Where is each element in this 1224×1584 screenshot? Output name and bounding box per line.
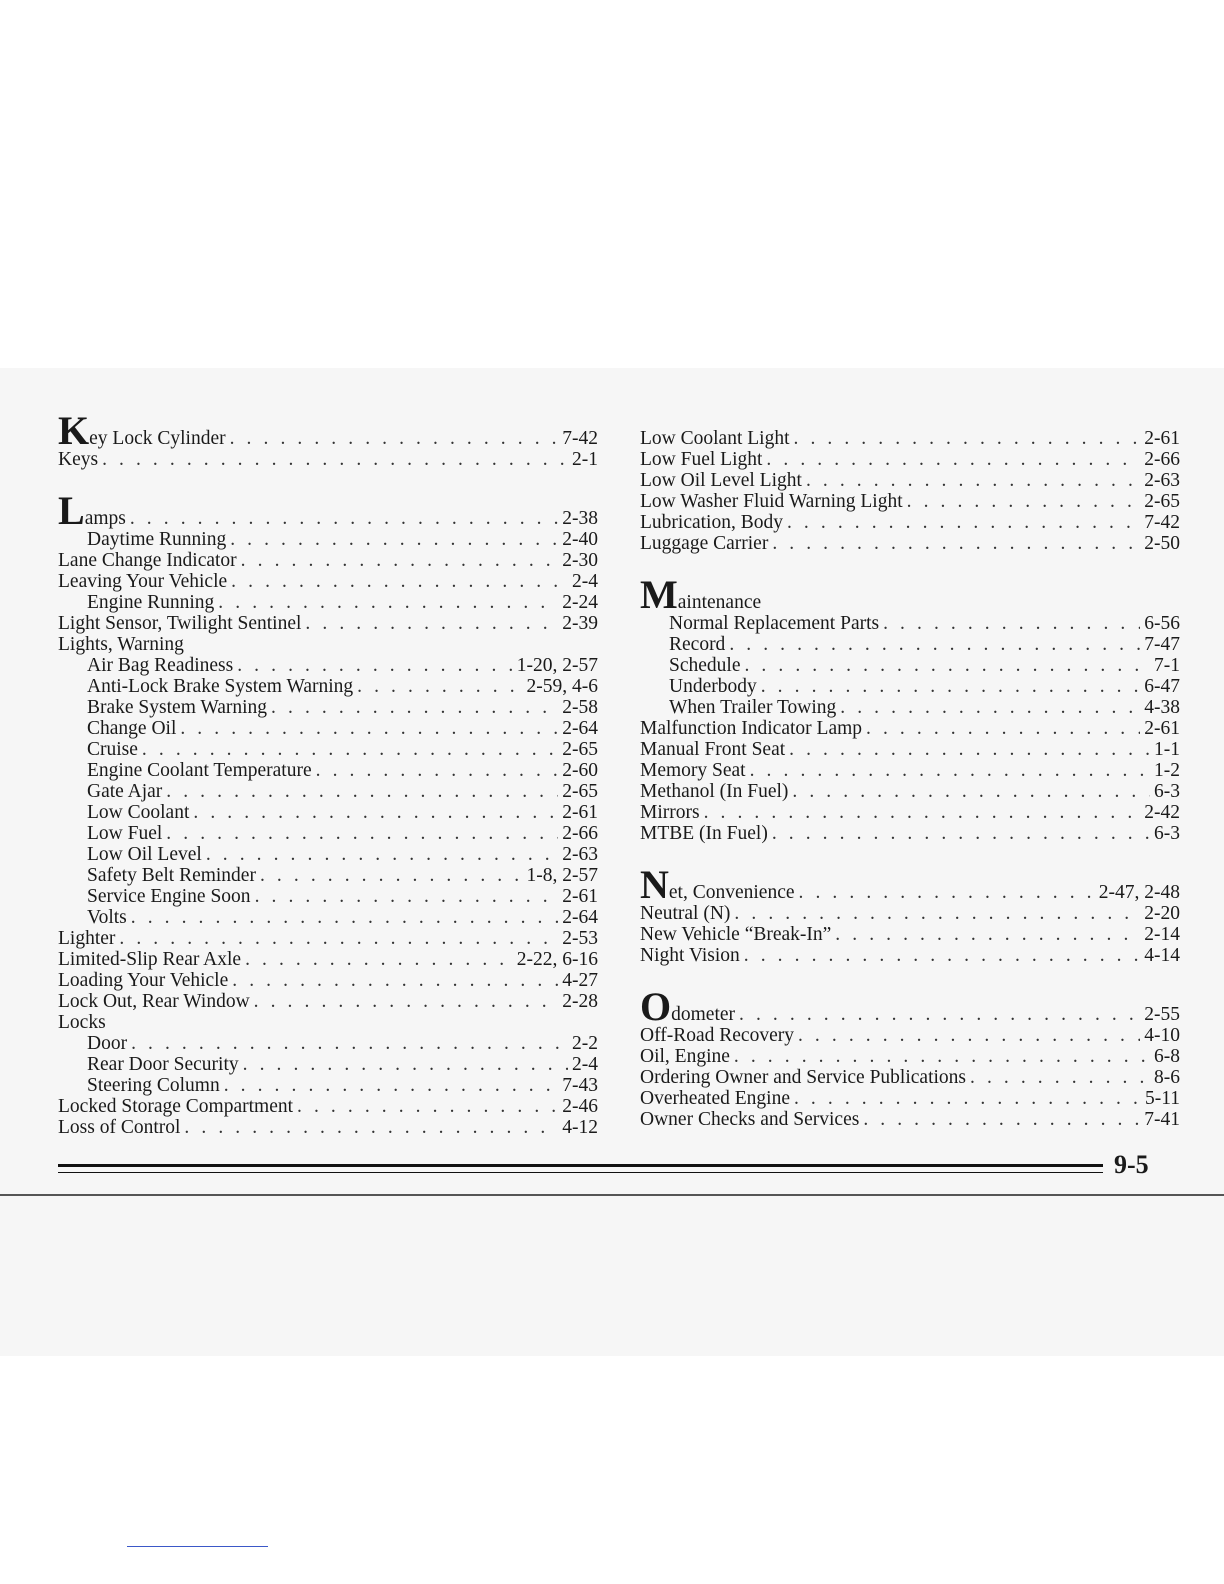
index-subentry bbox=[58, 1054, 598, 1075]
entry-page-ref: 2-63 bbox=[562, 844, 598, 865]
entry-page-ref: 7-42 bbox=[562, 428, 598, 449]
entry-page-ref: 2-64 bbox=[562, 907, 598, 928]
entry-label: Brake System Warning bbox=[87, 697, 268, 718]
index-entry bbox=[640, 903, 1180, 924]
dot-leader bbox=[734, 1046, 1150, 1067]
dot-leader bbox=[142, 739, 558, 760]
entry-page-ref: 4-38 bbox=[1144, 697, 1180, 718]
entry-page-ref: 2-22, 6-16 bbox=[516, 949, 598, 970]
dot-leader bbox=[255, 886, 559, 907]
index-entry bbox=[58, 991, 598, 1012]
entry-label-rest: aintenance bbox=[677, 592, 762, 613]
dot-leader bbox=[806, 470, 1140, 491]
section-initial-letter: K bbox=[58, 408, 90, 453]
entry-page-ref: 2-63 bbox=[1144, 470, 1180, 491]
entry-page-ref: 2-40 bbox=[562, 529, 598, 550]
dot-leader bbox=[230, 529, 558, 550]
dot-leader bbox=[835, 924, 1140, 945]
dot-leader bbox=[739, 1004, 1140, 1025]
index-subentry bbox=[58, 529, 598, 550]
dot-leader bbox=[218, 592, 558, 613]
dot-leader bbox=[260, 865, 523, 886]
entry-label-rest: ey Lock Cylinder bbox=[89, 428, 226, 449]
index-entry bbox=[640, 491, 1180, 512]
dot-leader bbox=[766, 449, 1140, 470]
index-entry bbox=[58, 550, 598, 571]
entry-label: Loading Your Vehicle bbox=[58, 970, 229, 991]
entry-label: Rear Door Security bbox=[87, 1054, 239, 1075]
dot-leader bbox=[316, 760, 559, 781]
index-entry bbox=[58, 488, 598, 533]
dot-leader bbox=[180, 718, 558, 739]
entry-page-ref: 2-4 bbox=[572, 571, 598, 592]
index-entry bbox=[640, 470, 1180, 491]
entry-label: Night Vision bbox=[640, 945, 740, 966]
index-subentry bbox=[58, 718, 598, 739]
entry-page-ref: 4-14 bbox=[1144, 945, 1180, 966]
dot-leader bbox=[271, 697, 558, 718]
entry-label: Door bbox=[87, 1033, 128, 1054]
entry-label bbox=[58, 488, 126, 533]
index-section bbox=[640, 862, 1180, 966]
index-subentry bbox=[58, 865, 598, 886]
dot-leader bbox=[744, 655, 1150, 676]
index-entry bbox=[58, 634, 598, 655]
dot-leader bbox=[772, 823, 1150, 844]
entry-page-ref: 2-28 bbox=[562, 991, 598, 1012]
index-subentry bbox=[58, 823, 598, 844]
entry-page-ref: 8-6 bbox=[1154, 1067, 1180, 1088]
dot-leader bbox=[243, 1054, 568, 1075]
entry-page-ref: 2-42 bbox=[1144, 802, 1180, 823]
entry-page-ref: 1-2 bbox=[1154, 760, 1180, 781]
entry-label: Luggage Carrier bbox=[640, 533, 769, 554]
index-entry bbox=[58, 1096, 598, 1117]
index-subentry bbox=[58, 1075, 598, 1096]
index-subentry bbox=[640, 676, 1180, 697]
index-subentry bbox=[640, 634, 1180, 655]
entry-label: Safety Belt Reminder bbox=[87, 865, 256, 886]
index-subentry bbox=[58, 676, 598, 697]
entry-label: Lighter bbox=[58, 928, 116, 949]
index-subentry bbox=[640, 655, 1180, 676]
dot-leader bbox=[254, 991, 559, 1012]
index-subentry bbox=[640, 697, 1180, 718]
index-entry bbox=[640, 945, 1180, 966]
entry-page-ref: 2-61 bbox=[562, 886, 598, 907]
section-initial-letter: L bbox=[58, 488, 85, 533]
dot-leader bbox=[907, 491, 1141, 512]
dot-leader bbox=[734, 903, 1140, 924]
dot-leader bbox=[297, 1096, 558, 1117]
index-subentry bbox=[58, 760, 598, 781]
dot-leader bbox=[761, 676, 1141, 697]
entry-page-ref: 2-24 bbox=[562, 592, 598, 613]
dot-leader bbox=[232, 970, 558, 991]
entry-label: Low Oil Level Light bbox=[640, 470, 802, 491]
index-subentry bbox=[58, 781, 598, 802]
entry-label: Mirrors bbox=[640, 802, 700, 823]
dot-leader bbox=[131, 907, 559, 928]
dot-leader bbox=[883, 613, 1140, 634]
index-entry bbox=[58, 449, 598, 470]
index-entry bbox=[640, 1067, 1180, 1088]
index-entry bbox=[640, 781, 1180, 802]
entry-label bbox=[640, 572, 762, 617]
entry-label: Low Fuel Light bbox=[640, 449, 763, 470]
entry-page-ref: 2-2 bbox=[572, 1033, 598, 1054]
entry-page-ref: 4-27 bbox=[562, 970, 598, 991]
entry-label: MTBE (In Fuel) bbox=[640, 823, 768, 844]
entry-label-rest: amps bbox=[84, 508, 126, 529]
index-subentry bbox=[58, 886, 598, 907]
entry-page-ref: 2-65 bbox=[562, 781, 598, 802]
entry-page-ref: 1-8, 2-57 bbox=[526, 865, 598, 886]
entry-page-ref: 5-11 bbox=[1144, 1088, 1180, 1109]
index-subentry bbox=[640, 613, 1180, 634]
index-subentry bbox=[58, 844, 598, 865]
entry-page-ref: 2-61 bbox=[1144, 718, 1180, 739]
index-entry bbox=[640, 862, 1180, 907]
dot-leader bbox=[241, 550, 559, 571]
index-entry bbox=[640, 533, 1180, 554]
entry-label: Lane Change Indicator bbox=[58, 550, 237, 571]
entry-label: Anti-Lock Brake System Warning bbox=[87, 676, 354, 697]
entry-label bbox=[640, 984, 736, 1029]
entry-label: Cruise bbox=[87, 739, 138, 760]
entry-label: Engine Running bbox=[87, 592, 215, 613]
entry-label: Lubrication, Body bbox=[640, 512, 783, 533]
entry-label: Schedule bbox=[669, 655, 741, 676]
index-subentry bbox=[58, 697, 598, 718]
dot-leader bbox=[744, 945, 1140, 966]
section-initial-letter: O bbox=[640, 984, 672, 1029]
entry-label: Low Oil Level bbox=[87, 844, 202, 865]
entry-label: Record bbox=[669, 634, 726, 655]
index-entry bbox=[58, 970, 598, 991]
page-edge-line bbox=[0, 1194, 1224, 1196]
dot-leader bbox=[119, 928, 558, 949]
entry-label: Locked Storage Compartment bbox=[58, 1096, 294, 1117]
index-subentry bbox=[58, 907, 598, 928]
index-section bbox=[640, 572, 1180, 844]
dot-leader bbox=[166, 823, 558, 844]
entry-page-ref: 2-66 bbox=[1144, 449, 1180, 470]
index-entry bbox=[640, 1046, 1180, 1067]
dot-leader bbox=[772, 533, 1140, 554]
entry-page-ref: 2-50 bbox=[1144, 533, 1180, 554]
index-entry bbox=[58, 571, 598, 592]
index-entry bbox=[640, 739, 1180, 760]
dot-leader bbox=[866, 718, 1140, 739]
entry-label: Overheated Engine bbox=[640, 1088, 790, 1109]
dot-leader bbox=[231, 571, 568, 592]
dot-leader bbox=[131, 1033, 568, 1054]
index-entry bbox=[640, 924, 1180, 945]
entry-page-ref: 1-1 bbox=[1154, 739, 1180, 760]
entry-page-ref: 2-61 bbox=[1144, 428, 1180, 449]
entry-page-ref: 6-56 bbox=[1144, 613, 1180, 634]
index-entry bbox=[640, 572, 1180, 617]
index-entry bbox=[58, 408, 598, 453]
entry-page-ref: 7-47 bbox=[1144, 634, 1180, 655]
index-section bbox=[640, 984, 1180, 1130]
footer-underline bbox=[127, 1546, 268, 1547]
index-section bbox=[58, 408, 598, 470]
entry-label: Malfunction Indicator Lamp bbox=[640, 718, 863, 739]
entry-label: Methanol (In Fuel) bbox=[640, 781, 789, 802]
entry-page-ref: 2-60 bbox=[562, 760, 598, 781]
entry-label: Change Oil bbox=[87, 718, 177, 739]
index-entry bbox=[58, 1117, 598, 1138]
entry-page-ref: 7-42 bbox=[1144, 512, 1180, 533]
entry-label: Underbody bbox=[669, 676, 757, 697]
dot-leader bbox=[184, 1117, 558, 1138]
entry-page-ref: 2-65 bbox=[562, 739, 598, 760]
index-entry bbox=[640, 802, 1180, 823]
index-entry bbox=[640, 428, 1180, 449]
index-subentry bbox=[58, 739, 598, 760]
dot-leader bbox=[840, 697, 1140, 718]
entry-label: Low Washer Fluid Warning Light bbox=[640, 491, 903, 512]
entry-label: Keys bbox=[58, 449, 99, 470]
dot-leader bbox=[787, 512, 1140, 533]
entry-label: Ordering Owner and Service Publications bbox=[640, 1067, 966, 1088]
entry-page-ref: 6-8 bbox=[1154, 1046, 1180, 1067]
index-entry bbox=[640, 1088, 1180, 1109]
entry-page-ref: 2-39 bbox=[562, 613, 598, 634]
index-subentry bbox=[58, 802, 598, 823]
dot-leader bbox=[230, 428, 559, 449]
index-subentry bbox=[58, 592, 598, 613]
dot-leader bbox=[130, 508, 558, 529]
entry-label: Off-Road Recovery bbox=[640, 1025, 794, 1046]
index-entry bbox=[640, 760, 1180, 781]
entry-page-ref: 6-3 bbox=[1154, 781, 1180, 802]
entry-label: Steering Column bbox=[87, 1075, 220, 1096]
entry-page-ref: 2-66 bbox=[562, 823, 598, 844]
dot-leader bbox=[206, 844, 558, 865]
entry-label: Locks bbox=[58, 1012, 106, 1033]
entry-page-ref: 7-41 bbox=[1144, 1109, 1180, 1130]
dot-leader bbox=[799, 882, 1095, 903]
entry-page-ref: 6-3 bbox=[1154, 823, 1180, 844]
entry-page-ref: 2-14 bbox=[1144, 924, 1180, 945]
entry-label: Gate Ajar bbox=[87, 781, 163, 802]
dot-leader bbox=[305, 613, 558, 634]
dot-leader bbox=[794, 1088, 1141, 1109]
entry-label: Volts bbox=[87, 907, 127, 928]
dot-leader bbox=[750, 760, 1150, 781]
entry-page-ref: 2-55 bbox=[1144, 1004, 1180, 1025]
entry-label: Air Bag Readiness bbox=[87, 655, 234, 676]
index-entry bbox=[58, 1012, 598, 1033]
dot-leader bbox=[357, 676, 522, 697]
footer-rule-thick bbox=[58, 1164, 1103, 1167]
index-column-right bbox=[640, 428, 1180, 1168]
entry-label: Daytime Running bbox=[87, 529, 227, 550]
entry-page-ref: 2-4 bbox=[572, 1054, 598, 1075]
entry-label bbox=[58, 408, 226, 453]
index-entry bbox=[640, 823, 1180, 844]
entry-page-ref: 2-64 bbox=[562, 718, 598, 739]
entry-page-ref: 2-1 bbox=[572, 449, 598, 470]
entry-label: Lock Out, Rear Window bbox=[58, 991, 250, 1012]
index-subentry bbox=[58, 1033, 598, 1054]
dot-leader bbox=[224, 1075, 559, 1096]
index-section bbox=[58, 488, 598, 1138]
index-entry bbox=[640, 984, 1180, 1029]
entry-label: Owner Checks and Services bbox=[640, 1109, 860, 1130]
dot-leader bbox=[237, 655, 513, 676]
index-entry bbox=[58, 613, 598, 634]
entry-label-rest: et, Convenience bbox=[668, 882, 795, 903]
entry-page-ref: 2-38 bbox=[562, 508, 598, 529]
entry-label: Engine Coolant Temperature bbox=[87, 760, 312, 781]
index-entry bbox=[640, 1025, 1180, 1046]
entry-label: When Trailer Towing bbox=[669, 697, 837, 718]
dot-leader bbox=[789, 739, 1150, 760]
dot-leader bbox=[193, 802, 558, 823]
dot-leader bbox=[863, 1109, 1140, 1130]
entry-label: Loss of Control bbox=[58, 1117, 181, 1138]
entry-page-ref: 2-61 bbox=[562, 802, 598, 823]
index-entry bbox=[640, 1109, 1180, 1130]
entry-label: Service Engine Soon bbox=[87, 886, 251, 907]
entry-label-rest: dometer bbox=[671, 1004, 736, 1025]
dot-leader bbox=[704, 802, 1141, 823]
entry-page-ref: 2-20 bbox=[1144, 903, 1180, 924]
index-subentry bbox=[58, 655, 598, 676]
entry-page-ref: 4-10 bbox=[1144, 1025, 1180, 1046]
entry-page-ref: 7-1 bbox=[1154, 655, 1180, 676]
index-column-left bbox=[58, 408, 598, 1176]
dot-leader bbox=[970, 1067, 1150, 1088]
entry-label: New Vehicle “Break-In” bbox=[640, 924, 832, 945]
entry-label: Low Coolant Light bbox=[640, 428, 790, 449]
section-initial-letter: N bbox=[640, 862, 669, 907]
entry-label: Oil, Engine bbox=[640, 1046, 730, 1067]
index-entry bbox=[58, 928, 598, 949]
dot-leader bbox=[245, 949, 513, 970]
entry-label: Normal Replacement Parts bbox=[669, 613, 880, 634]
index-entry bbox=[640, 512, 1180, 533]
index-entry bbox=[58, 949, 598, 970]
entry-label: Light Sensor, Twilight Sentinel bbox=[58, 613, 302, 634]
entry-page-ref: 7-43 bbox=[562, 1075, 598, 1096]
dot-leader bbox=[798, 1025, 1140, 1046]
entry-page-ref: 2-59, 4-6 bbox=[526, 676, 598, 697]
entry-label: Low Coolant bbox=[87, 802, 190, 823]
index-entry bbox=[640, 449, 1180, 470]
entry-label: Memory Seat bbox=[640, 760, 746, 781]
entry-page-ref: 1-20, 2-57 bbox=[516, 655, 598, 676]
entry-label: Low Fuel bbox=[87, 823, 163, 844]
entry-label: Neutral (N) bbox=[640, 903, 731, 924]
entry-label bbox=[640, 862, 795, 907]
entry-label: Limited-Slip Rear Axle bbox=[58, 949, 242, 970]
dot-leader bbox=[102, 449, 568, 470]
dot-leader bbox=[792, 781, 1150, 802]
entry-page-ref: 2-47, 2-48 bbox=[1098, 882, 1180, 903]
entry-page-ref: 2-46 bbox=[562, 1096, 598, 1117]
section-initial-letter: M bbox=[640, 572, 678, 617]
entry-page-ref: 6-47 bbox=[1144, 676, 1180, 697]
entry-page-ref: 2-30 bbox=[562, 550, 598, 571]
entry-label: Lights, Warning bbox=[58, 634, 184, 655]
entry-page-ref: 2-58 bbox=[562, 697, 598, 718]
page-number: 9-5 bbox=[1114, 1150, 1149, 1179]
dot-leader bbox=[729, 634, 1140, 655]
entry-page-ref: 2-53 bbox=[562, 928, 598, 949]
index-entry bbox=[640, 718, 1180, 739]
entry-page-ref: 4-12 bbox=[562, 1117, 598, 1138]
entry-label: Leaving Your Vehicle bbox=[58, 571, 228, 592]
dot-leader bbox=[794, 428, 1141, 449]
entry-label: Manual Front Seat bbox=[640, 739, 786, 760]
dot-leader bbox=[166, 781, 558, 802]
footer-rule-thin bbox=[58, 1172, 1103, 1173]
index-section bbox=[640, 428, 1180, 554]
entry-page-ref: 2-65 bbox=[1144, 491, 1180, 512]
